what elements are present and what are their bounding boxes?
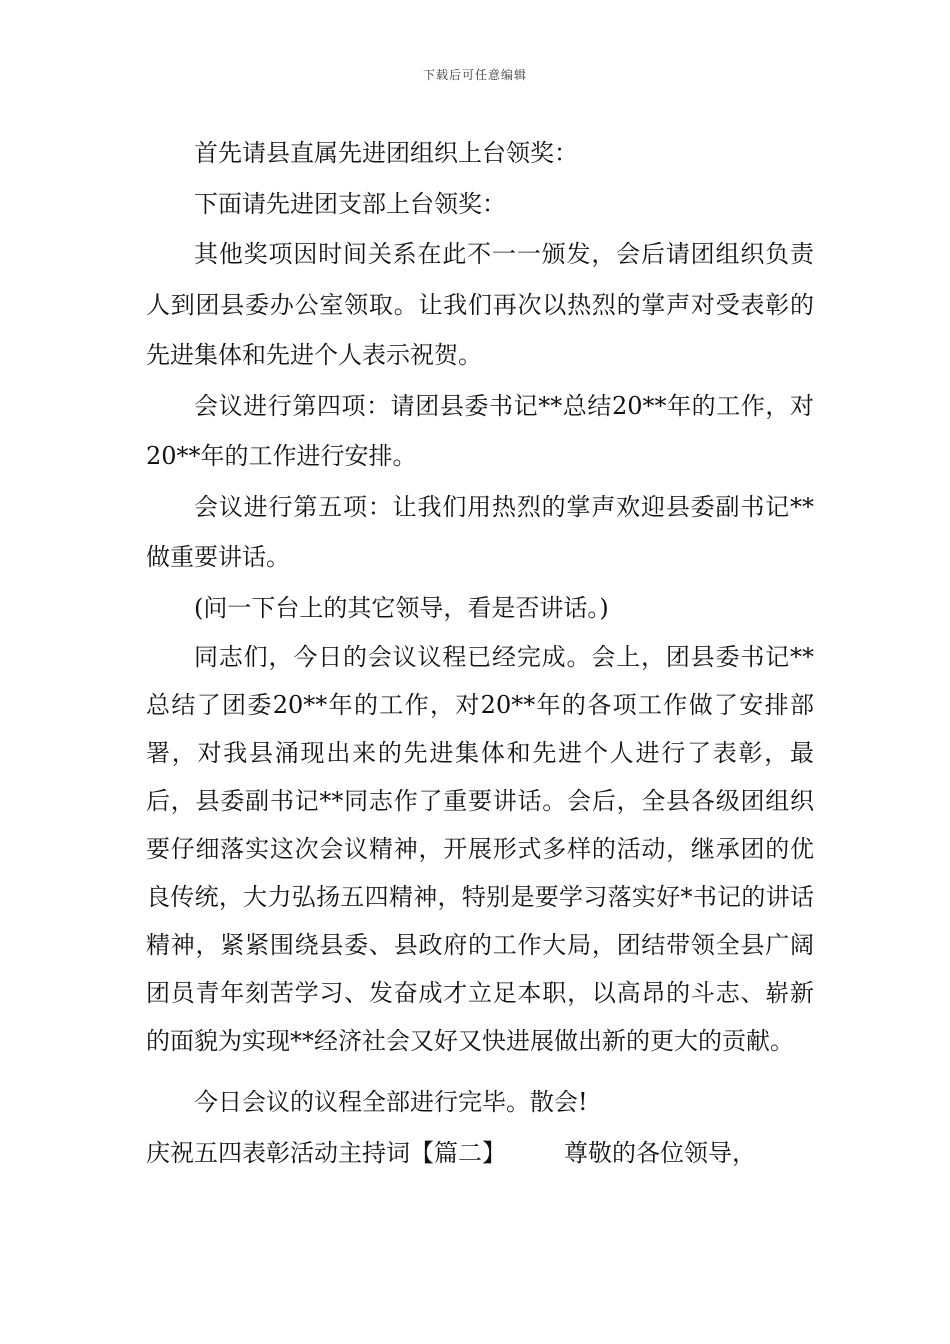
next-section-line: [146, 1128, 814, 1179]
paragraph-other-awards: 其他奖项因时间关系在此不一一颁发，会后请团组织负责人到团县委办公室领取。让我们再次以热烈的掌声对受表彰的先进集体和先进个人表示祝贺。: [146, 240, 814, 369]
paragraph-closing: 今日会议的议程全部进行完毕。散会!: [194, 1088, 588, 1116]
paragraph-item-five: 会议进行第五项：让我们用热烈的掌声欢迎县委副书记**做重要讲话。: [146, 492, 814, 571]
paragraph-ask-leaders: (问一下台上的其它领导，看是否讲话。): [194, 593, 609, 622]
paragraph-summary: 同志们，今日的会议议程已经完成。会上，团县委书记**总结了团委20**年的工作，对20**年的各项工作做了安排部署，对我县涌现出来的先进集体和先进个人进行了表彰，最后，县委副书记**同志作了重要讲话。会后，全县各级团组织要仔细落实这次会议精神，开展形式多样的活动，继承团的优良传统，大力弘扬五四精神，特别是要学习落实好*书记的讲话精神，紧紧围绕县委、县政府的工作大局，团结带领全县广阔团员青年刻苦学习、发奋成才立足本职，以高昂的斗志、崭新的面貌为实现**经济社会又好又快进展做出新的更大的贡献。: [146, 643, 814, 1055]
section-title: 庆祝五四表彰活动主持词【篇二】: [146, 1138, 506, 1167]
paragraph-award-branch: 下面请先进团支部上台领奖：: [194, 189, 506, 218]
section-greeting: 尊敬的各位领导，: [564, 1138, 756, 1167]
paragraph-item-four: 会议进行第四项：请团县委书记**总结20**年的工作，对20**年的工作进行安排。: [146, 391, 814, 470]
paragraph-award-county: 首先请县直属先进团组织上台领奖：: [194, 139, 578, 167]
document-body: [146, 128, 814, 1178]
page-header: 下载后可任意编辑: [422, 68, 527, 82]
